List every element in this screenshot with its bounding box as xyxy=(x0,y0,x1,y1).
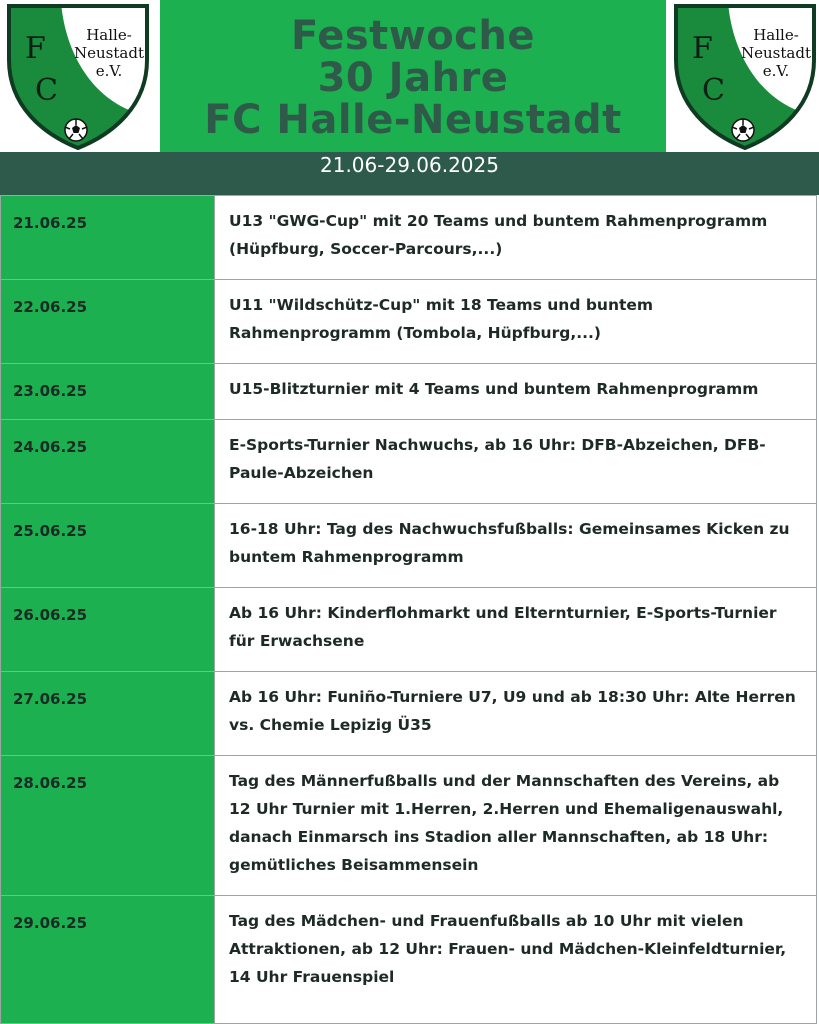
table-row xyxy=(1,280,817,364)
event-date: 27.06.25 xyxy=(1,672,215,756)
schedule-table xyxy=(0,195,817,1024)
event-description: 16-18 Uhr: Tag des Nachwuchsfußballs: Gemeinsames Kicken zu buntem Rahmenprogramm xyxy=(215,504,817,588)
crest-letter-c: C xyxy=(702,73,725,108)
event-date: 21.06.25 xyxy=(1,196,215,280)
title-line-1: Festwoche xyxy=(290,13,535,59)
event-description: U15-Blitzturnier mit 4 Teams und buntem Rahmenprogramm xyxy=(215,364,817,420)
event-description: Tag des Mädchen- und Frauenfußballs ab 10 Uhr mit vielen Attraktionen, ab 12 Uhr: Frauen- und Mädchen-Kleinfeldturnier, 14 Uhr Frauenspiel xyxy=(215,896,817,1024)
event-description: Ab 16 Uhr: Funiño-Turniere U7, U9 und ab 18:30 Uhr: Alte Herren vs. Chemie Lepizig Ü35 xyxy=(215,672,817,756)
title-line-3: FC Halle-Neustadt xyxy=(204,97,622,143)
event-date: 23.06.25 xyxy=(1,364,215,420)
header xyxy=(0,0,819,152)
title-line-2: 30 Jahre xyxy=(317,55,509,101)
soccer-ball-icon xyxy=(732,119,754,141)
event-date: 28.06.25 xyxy=(1,756,215,896)
event-description: Tag des Männerfußballs und der Mannschaften des Vereins, ab 12 Uhr Turnier mit 1.Herren, 2.Herren und Ehemaligenauswahl, danach Einmarsch ins Stadion aller Mannschaften, ab 18 Uhr: gemütliches Beisammensein xyxy=(215,756,817,896)
event-date: 24.06.25 xyxy=(1,420,215,504)
club-crest-left xyxy=(3,2,153,150)
crest-name-line1: Halle- xyxy=(86,26,132,44)
table-row xyxy=(1,672,817,756)
club-crest-right xyxy=(670,2,819,150)
table-row xyxy=(1,896,817,1024)
event-date: 25.06.25 xyxy=(1,504,215,588)
event-date: 22.06.25 xyxy=(1,280,215,364)
crest-name-line1: Halle- xyxy=(753,26,799,44)
title-banner xyxy=(160,0,666,152)
crest-name-line3: e.V. xyxy=(762,62,790,80)
event-description: U13 "GWG-Cup" mit 20 Teams und buntem Rahmenprogramm (Hüpfburg, Soccer-Parcours,...) xyxy=(215,196,817,280)
date-range-bar: 21.06-29.06.2025 xyxy=(0,152,819,195)
soccer-ball-icon xyxy=(65,119,87,141)
table-row xyxy=(1,420,817,504)
crest-letter-f: F xyxy=(25,31,46,66)
table-row xyxy=(1,196,817,280)
table-row xyxy=(1,504,817,588)
table-row xyxy=(1,588,817,672)
crest-letter-f: F xyxy=(692,31,713,66)
event-date: 29.06.25 xyxy=(1,896,215,1024)
crest-name-line3: e.V. xyxy=(95,62,123,80)
table-row xyxy=(1,756,817,896)
event-date: 26.06.25 xyxy=(1,588,215,672)
event-description: E-Sports-Turnier Nachwuchs, ab 16 Uhr: DFB-Abzeichen, DFB-Paule-Abzeichen xyxy=(215,420,817,504)
table-row xyxy=(1,364,817,420)
event-description: U11 "Wildschütz-Cup" mit 18 Teams und buntem Rahmenprogramm (Tombola, Hüpfburg,...) xyxy=(215,280,817,364)
crest-name-line2: Neustadt xyxy=(741,44,811,62)
crest-name-line2: Neustadt xyxy=(74,44,144,62)
event-description: Ab 16 Uhr: Kinderflohmarkt und Elternturnier, E-Sports-Turnier für Erwachsene xyxy=(215,588,817,672)
crest-letter-c: C xyxy=(35,73,58,108)
